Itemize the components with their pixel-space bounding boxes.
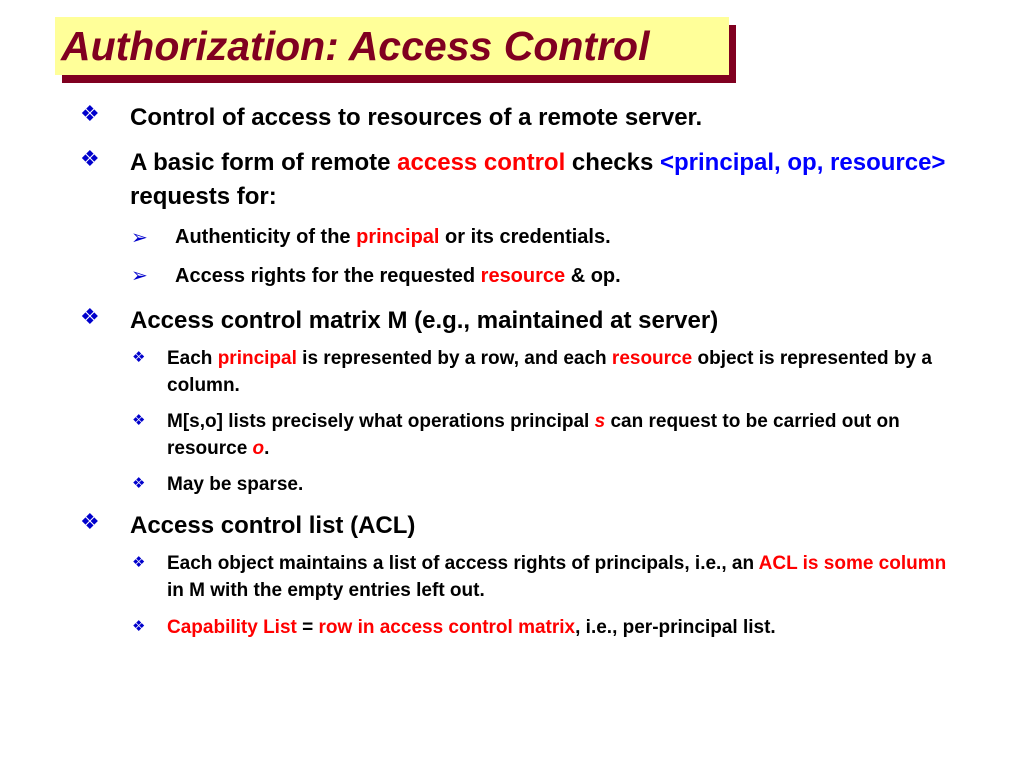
sub-item-matrix-entry (167, 408, 967, 462)
item-text: Access control matrix M (e.g., maintained at server) (130, 307, 719, 334)
item-text: May be sparse. (167, 474, 304, 495)
sub-item-each-principal-row (167, 345, 967, 399)
diamond-bullet-icon: ❖ (132, 617, 146, 635)
bullet-item-control-of-access (130, 101, 960, 135)
item-text: or its credentials. (439, 226, 611, 248)
item-text: is represented by a row, and each (296, 348, 612, 369)
highlight-capability-list: Capability List (167, 617, 297, 638)
diamond-bullet-icon: ❖ (132, 411, 146, 429)
item-text: Authenticity of the (175, 226, 357, 248)
highlight-access-control: access control (397, 149, 566, 176)
sub-item-acl-column (167, 550, 967, 604)
highlight-resource: resource (611, 348, 693, 369)
diamond-bullet-icon: ❖ (132, 348, 146, 366)
sub-item-may-be-sparse (167, 471, 967, 498)
slide-title: Authorization: Access Control (61, 23, 650, 69)
item-text: Access control list (ACL) (130, 512, 416, 539)
sub-item-access-rights (175, 263, 975, 289)
item-text: object is represented by a column. (167, 348, 932, 396)
bullet-item-acl (130, 509, 960, 543)
item-text: requests for: (130, 183, 277, 210)
item-text: Control of access to resources of a remote server. (130, 104, 703, 131)
diamond-bullet-icon: ❖ (80, 147, 100, 172)
item-text: . (264, 438, 270, 459)
sub-item-authenticity (175, 224, 975, 250)
sub-item-capability-list (167, 614, 967, 641)
diamond-bullet-icon: ❖ (80, 510, 100, 535)
bullet-item-access-control-matrix (130, 304, 960, 338)
diamond-bullet-icon: ❖ (132, 474, 146, 492)
highlight-row-in-matrix: row in access control matrix (318, 617, 576, 638)
arrow-bullet-icon: ➢ (131, 263, 148, 287)
highlight-principal-op-resource: <principal, op, resource> (660, 149, 946, 176)
item-text: A basic form of remote (130, 149, 398, 176)
item-text: , i.e., per-principal list. (575, 617, 776, 638)
highlight-acl-is-some-column: ACL is some column (758, 553, 947, 574)
item-text: & op. (565, 265, 621, 287)
item-text: can request to be carried out on resource (167, 411, 900, 459)
item-text: M[s,o] lists precisely what operations principal (167, 411, 595, 432)
item-text: Each (167, 348, 218, 369)
item-text: in M with the empty entries left out. (167, 580, 485, 601)
highlight-principal: principal (356, 226, 440, 248)
bullet-item-basic-form (130, 146, 960, 214)
diamond-bullet-icon: ❖ (80, 102, 100, 127)
diamond-bullet-icon: ❖ (80, 305, 100, 330)
item-text: checks (565, 149, 660, 176)
item-text: Access rights for the requested (175, 265, 481, 287)
highlight-resource: resource (480, 265, 566, 287)
arrow-bullet-icon: ➢ (131, 225, 148, 249)
item-text: = (296, 617, 319, 638)
diamond-bullet-icon: ❖ (132, 553, 146, 571)
item-text: Each object maintains a list of access rights of principals, i.e., an (167, 553, 759, 574)
highlight-o: o (252, 438, 265, 459)
highlight-s: s (594, 411, 606, 432)
highlight-principal: principal (217, 348, 297, 369)
